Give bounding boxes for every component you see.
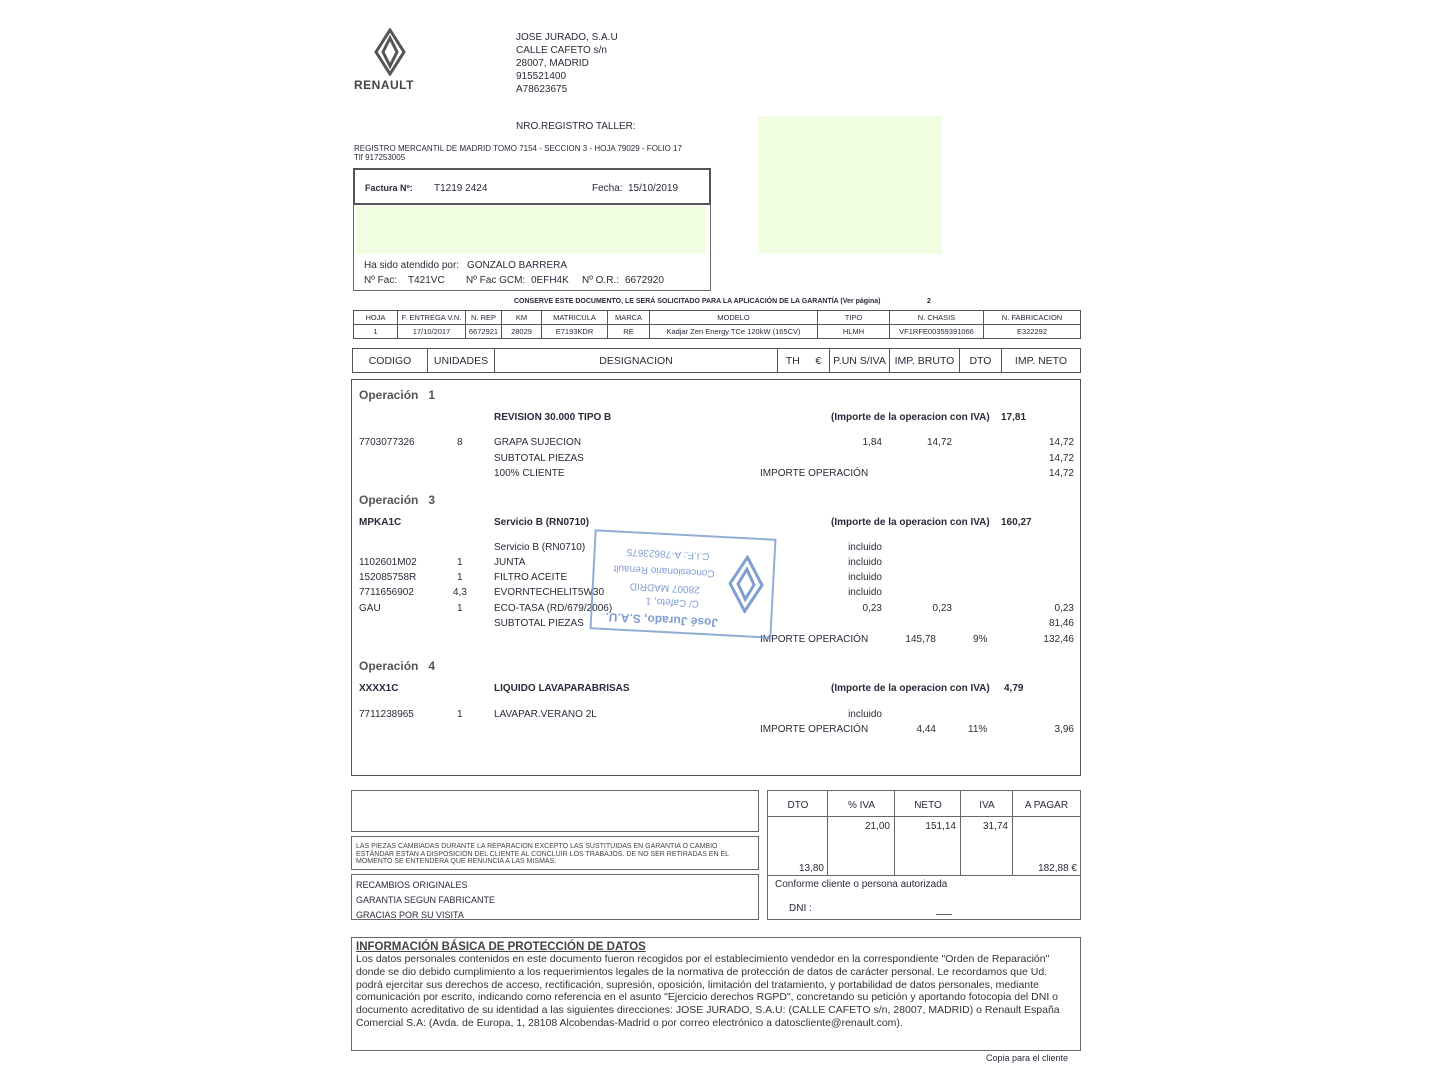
importe-operacion-bruto: 145,78 (905, 634, 936, 645)
vehicle-value: 1 (354, 325, 398, 339)
fecha-value: 15/10/2019 (628, 183, 679, 194)
importe-operacion-label: IMPORTE OPERACIÓN (760, 724, 869, 735)
company-cif: A78623675 (516, 84, 568, 95)
vehicle-header: F. ENTREGA V.N. (398, 311, 466, 325)
importe-operacion-dto: 11% (968, 724, 988, 735)
factura-label: Factura Nº: (365, 183, 413, 193)
totals-iva: 31,74 (982, 821, 1008, 832)
redacted-area (758, 116, 942, 254)
or-label: Nº O.R.: (582, 275, 619, 286)
importe-operacion-value: 14,72 (1048, 468, 1074, 479)
operation-label: Operación (359, 659, 419, 673)
item-code: 7703077326 (359, 437, 415, 448)
registro-mercantil: REGISTRO MERCANTIL DE MADRID TOMO 7154 - SECCION 3 - HOJA 79029 - FOLIO 17 (354, 144, 682, 153)
operation-code: XXXX1C (359, 683, 399, 694)
item-pun: 0,23 (862, 603, 882, 614)
gcm-value: 0EFH4K (531, 275, 569, 286)
col-euro-label: € (815, 354, 822, 367)
data-protection-box (351, 937, 1081, 1051)
operation-desc: REVISION 30.000 TIPO B (494, 412, 612, 423)
operation-importe-value: 4,79 (1004, 683, 1024, 694)
atendido-value: GONZALO BARRERA (467, 260, 568, 271)
item-desig: JUNTA (494, 557, 526, 568)
item-pun: incluido (848, 557, 882, 568)
vehicle-value: 28029 (502, 325, 542, 339)
operation-importe-value: 160,27 (1001, 517, 1032, 528)
vehicle-value: HLMH (818, 325, 890, 339)
vehicle-value: 6672921 (466, 325, 502, 339)
telefono: Tlf 917253005 (354, 153, 406, 162)
item-units: 4,3 (453, 587, 467, 598)
operation-label: Operación (359, 493, 419, 507)
company-street: CALLE CAFETO s/n (516, 45, 607, 56)
observaciones-box (351, 790, 759, 832)
items-column-header (352, 348, 1081, 373)
item-bruto: 14,72 (926, 437, 952, 448)
client-box (353, 205, 711, 291)
col-pun: P.UN S/IVA (830, 349, 890, 372)
item-code: 7711656902 (359, 587, 414, 598)
item-pun: incluido (848, 572, 882, 583)
operation-importe-label: (Importe de la operacion con IVA) (831, 517, 990, 528)
totals-a-pagar: 182,88 € (1038, 863, 1077, 874)
totals-box (767, 790, 1081, 920)
dni-label: DNI : (789, 903, 812, 914)
data-protection-title: INFORMACIÓN BÁSICA DE PROTECCIÓN DE DATOS (356, 941, 646, 953)
col-unidades: UNIDADES (428, 349, 495, 372)
item-units: 8 (457, 437, 463, 448)
copia-label: Copia para el cliente (986, 1053, 1069, 1063)
item-desig: ECO-TASA (RD/679/2006) (494, 603, 613, 614)
operation-number: 1 (428, 388, 436, 402)
renault-logo-icon (366, 28, 414, 76)
importe-operacion-dto: 9% (973, 634, 988, 645)
vehicle-header: KM (502, 311, 542, 325)
subtotal-value: 14,72 (1048, 453, 1074, 464)
registro-taller: NRO.REGISTRO TALLER: (516, 121, 636, 132)
vehicle-header: MATRICULA (542, 311, 608, 325)
vehicle-value-row (354, 325, 1081, 339)
signature-line (936, 914, 952, 915)
conforme-label: Conforme cliente o persona autorizada (775, 879, 948, 890)
importe-operacion-label: IMPORTE OPERACIÓN (760, 634, 869, 645)
item-desig: Servicio B (RN0710) (494, 542, 586, 553)
footer-note: GRACIAS POR SU VISITA (356, 910, 464, 920)
operation-title (359, 659, 435, 673)
nfac-label: Nº Fac: (364, 275, 398, 286)
vehicle-value: 17/10/2017 (398, 325, 466, 339)
vehicle-header: MARCA (608, 311, 650, 325)
importe-operacion-label: IMPORTE OPERACIÓN (760, 468, 869, 479)
operation-title (359, 493, 435, 507)
item-units: 1 (457, 572, 463, 583)
subtotal-label: SUBTOTAL PIEZAS (494, 618, 584, 629)
operation-title (359, 388, 435, 402)
vehicle-header: N. FABRICACION (984, 311, 1081, 325)
company-info (516, 31, 618, 96)
company-phone: 915521400 (516, 71, 567, 82)
totals-header-a-pagar: A PAGAR (1024, 800, 1069, 811)
vehicle-table (353, 310, 1081, 339)
totals-header-neto: NETO (914, 800, 942, 811)
totals-header-iva: IVA (979, 800, 995, 811)
operation-code: MPKA1C (359, 517, 402, 528)
totals-header-iva-pct: % IVA (847, 800, 876, 811)
operation-importe-value: 17,81 (1001, 412, 1027, 423)
subtotal-value: 81,46 (1048, 618, 1074, 629)
totals-iva-pct: 21,00 (864, 821, 890, 832)
item-desig: EVORNTECHELIT5W30 (494, 587, 605, 598)
operation-desc: Servicio B (RN0710) (494, 517, 590, 528)
col-bruto: IMP. BRUTO (890, 349, 960, 372)
vehicle-header: N. CHASIS (890, 311, 984, 325)
vehicle-value: E322292 (984, 325, 1081, 339)
vehicle-header: TIPO (818, 311, 890, 325)
item-pun: incluido (848, 542, 882, 553)
importe-operacion-value: 3,96 (1054, 724, 1074, 735)
stamp-line: Concesionario Renault (613, 562, 715, 579)
vehicle-value: VF1RFE00359391066 (890, 325, 984, 339)
item-neto: 0,23 (1054, 603, 1074, 614)
piezas-note-box (351, 836, 759, 870)
item-pun: incluido (848, 709, 882, 720)
item-units: 1 (457, 709, 463, 720)
stamp-renault-logo-icon (725, 554, 768, 614)
footer-note: RECAMBIOS ORIGINALES (356, 880, 468, 890)
footer-note: GARANTIA SEGUN FABRICANTE (356, 895, 496, 905)
operation-importe-label: (Importe de la operacion con IVA) (831, 412, 990, 423)
piezas-note: LAS PIEZAS CAMBIADAS DURANTE LA REPARACION EXCEPTO LAS SUSTITUIDAS EN GARANTIA O CAMBIO ESTÁNDAR ESTAN A DISPOSICION DEL CLIENTE AL CONCLUIR LOS TRABAJOS. DE NO SER RETIRADAS EN EL MOMENTO SE ENTENDERA QUE RENUNCIA A LAS MISMAS. (356, 843, 729, 866)
col-codigo: CODIGO (353, 349, 428, 372)
col-dto: DTO (960, 349, 1002, 372)
vehicle-value: RE (608, 325, 650, 339)
item-code: 152085758R (359, 572, 417, 583)
vehicle-header-row (354, 311, 1081, 325)
item-units: 1 (457, 557, 463, 568)
col-designacion: DESIGNACION (495, 349, 778, 372)
operation-importe-label: (Importe de la operacion con IVA) (831, 683, 990, 694)
item-desig: FILTRO ACEITE (494, 572, 568, 583)
operation-number: 4 (428, 659, 436, 673)
atendido-label: Ha sido atendido por: (364, 260, 460, 271)
nfac-value: T421VC (408, 275, 445, 286)
item-desig: LAVAPAR.VERANO 2L (494, 709, 597, 720)
stamp-line: C/ Cafeto, 1 (645, 595, 700, 609)
item-pun: incluido (848, 587, 882, 598)
col-th (778, 349, 830, 372)
item-code: 1102601M02 (359, 557, 417, 568)
brand-name: RENAULT (354, 78, 414, 92)
invoice-number-box (353, 168, 711, 205)
operation-desc: LIQUIDO LAVAPARABRISAS (494, 683, 630, 694)
vehicle-value: Kadjar Zen Energy TCe 120kW (165CV) (650, 325, 818, 339)
stamp-line: 28007 MADRID (629, 580, 701, 595)
item-units: 1 (457, 603, 463, 614)
vehicle-header: N. REP (466, 311, 502, 325)
importe-operacion-bruto: 4,44 (916, 724, 936, 735)
col-neto: IMP. NETO (1014, 354, 1068, 367)
subtotal-label: SUBTOTAL PIEZAS (494, 453, 584, 464)
stamp-line: C.I.F.: A-78623675 (626, 546, 710, 562)
vehicle-value: E7193KDR (542, 325, 608, 339)
company-name: JOSE JURADO, S.A.U (516, 32, 618, 43)
conserve-note: CONSERVE ESTE DOCUMENTO, LE SERÁ SOLICITADO PARA LA APLICACIÓN DE LA GARANTÍA (Ver página) (514, 298, 881, 305)
stamp-line: José Jurado, S.A.U. (605, 609, 719, 630)
vehicle-header: MODELO (650, 311, 818, 325)
item-code: GAU (359, 603, 381, 614)
item-desig: GRAPA SUJECION (494, 437, 582, 448)
dealer-stamp (590, 529, 777, 638)
or-value: 6672920 (625, 275, 664, 286)
data-protection-text: Los datos personales contenidos en este documento fueron recogidos por el establecimiento vendedor en la correspondiente "Orden de Reparación" donde se dio debido cumplimiento a los requerimientos legales de la normativa de protección de datos de carácter personal. Le recordamos que Ud. podrá ejercitar sus derechos de acceso, rectificación, supresión, oposición, limitación del tratamiento, y portabilidad de datos personales, mediante comunicación por escrito, indicando como referencia en el asunto "Ejercicio derechos RGPD", concretando su petición y aportando fotocopia del DNI o documento acreditativo de su identidad a las siguientes direcciones: JOSE JURADO, S.A.U: (CALLE CAFETO s/n, 28007, MADRID) o Renault España Comercial S.A: (Avda. de Europa, 1, 28108 Alcobendas-Madrid o por correo electrónico a datoscliente@renault.com). (356, 953, 1060, 1029)
cliente-label: 100% CLIENTE (494, 468, 565, 479)
gcm-label: Nº Fac GCM: (466, 275, 526, 286)
totals-neto: 151,14 (925, 821, 956, 832)
item-bruto: 0,23 (932, 603, 952, 614)
importe-operacion-value: 132,46 (1043, 634, 1074, 645)
item-pun: 1,84 (862, 437, 882, 448)
company-city: 28007, MADRID (516, 58, 589, 69)
factura-value: T1219 2424 (434, 183, 488, 194)
conserve-page: 2 (927, 298, 931, 305)
item-neto: 14,72 (1048, 437, 1074, 448)
footer-notes-box (351, 874, 759, 920)
operation-number: 3 (428, 493, 436, 507)
operation-label: Operación (359, 388, 419, 402)
fecha-label: Fecha: (592, 183, 623, 194)
totals-dto: 13,80 (798, 863, 824, 874)
col-th-label: TH (785, 354, 800, 367)
item-code: 7711238965 (359, 709, 414, 720)
totals-header-dto: DTO (787, 800, 809, 811)
vehicle-header: HOJA (354, 311, 398, 325)
